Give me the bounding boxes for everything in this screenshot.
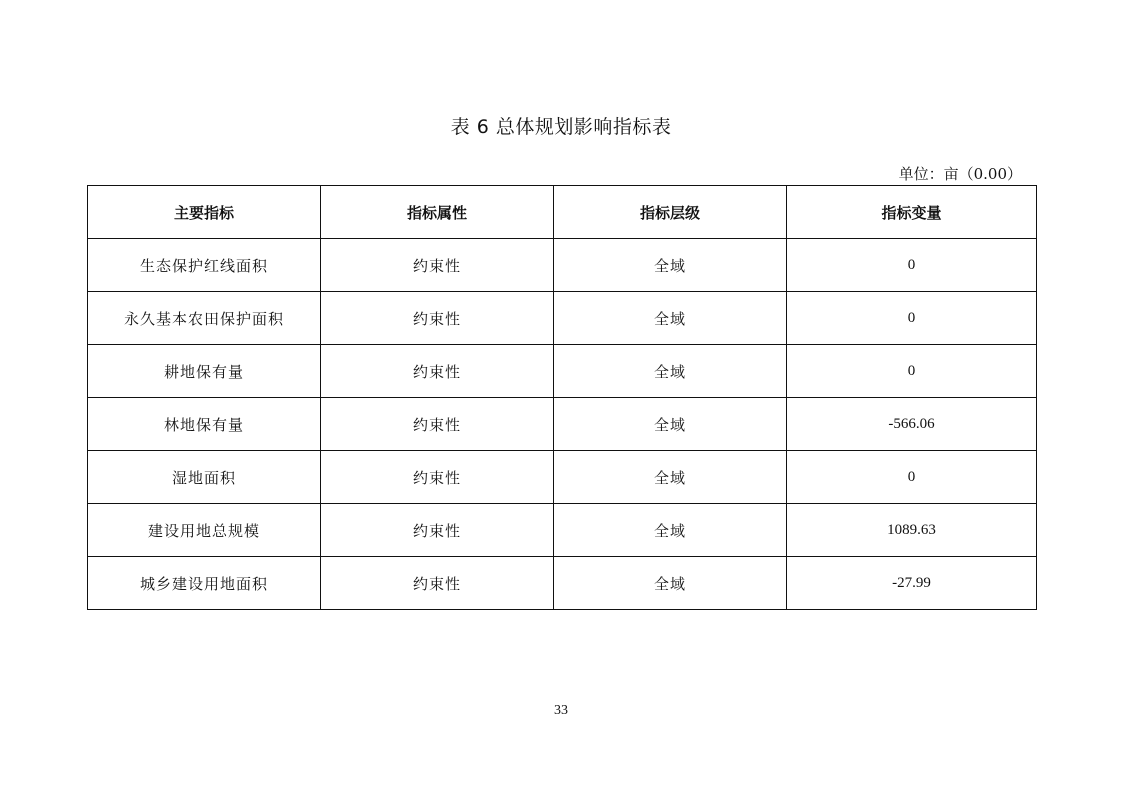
indicator-change: -27.99 xyxy=(787,557,1037,610)
indicator-change: 1089.63 xyxy=(787,504,1037,557)
indicator-level: 全域 xyxy=(554,398,787,451)
indicator-attribute: 约束性 xyxy=(321,239,554,292)
indicator-attribute: 约束性 xyxy=(321,292,554,345)
indicator-name: 耕地保有量 xyxy=(88,345,321,398)
indicator-attribute: 约束性 xyxy=(321,345,554,398)
table-row xyxy=(88,557,1037,610)
table-header-row xyxy=(88,186,1037,239)
indicator-name: 湿地面积 xyxy=(88,451,321,504)
indicator-level: 全域 xyxy=(554,239,787,292)
header-indicator-attribute: 指标属性 xyxy=(321,186,554,239)
table-row xyxy=(88,504,1037,557)
indicator-name: 城乡建设用地面积 xyxy=(88,557,321,610)
indicator-name: 生态保护红线面积 xyxy=(88,239,321,292)
indicator-level: 全域 xyxy=(554,345,787,398)
indicator-attribute: 约束性 xyxy=(321,557,554,610)
header-indicator-level: 指标层级 xyxy=(554,186,787,239)
indicator-attribute: 约束性 xyxy=(321,451,554,504)
table-title: 表 6 总体规划影响指标表 xyxy=(450,116,672,138)
indicator-change: 0 xyxy=(787,345,1037,398)
indicator-change: -566.06 xyxy=(787,398,1037,451)
indicator-table xyxy=(87,185,1037,610)
indicator-attribute: 约束性 xyxy=(321,504,554,557)
indicator-level: 全域 xyxy=(554,504,787,557)
indicator-attribute: 约束性 xyxy=(321,398,554,451)
page-number: 33 xyxy=(554,703,568,718)
table-row xyxy=(88,292,1037,345)
header-indicator-change: 指标变量 xyxy=(787,186,1037,239)
table-row xyxy=(88,451,1037,504)
indicator-name: 林地保有量 xyxy=(88,398,321,451)
indicator-name: 建设用地总规模 xyxy=(88,504,321,557)
indicator-level: 全域 xyxy=(554,557,787,610)
table-row xyxy=(88,398,1037,451)
indicator-level: 全域 xyxy=(554,451,787,504)
indicator-name: 永久基本农田保护面积 xyxy=(88,292,321,345)
indicator-level: 全域 xyxy=(554,292,787,345)
unit-note: 单位：亩（0.00） xyxy=(898,165,1022,183)
indicator-change: 0 xyxy=(787,451,1037,504)
indicator-change: 0 xyxy=(787,292,1037,345)
table-row xyxy=(88,239,1037,292)
table-row xyxy=(88,345,1037,398)
header-main-indicator: 主要指标 xyxy=(88,186,321,239)
indicator-change: 0 xyxy=(787,239,1037,292)
